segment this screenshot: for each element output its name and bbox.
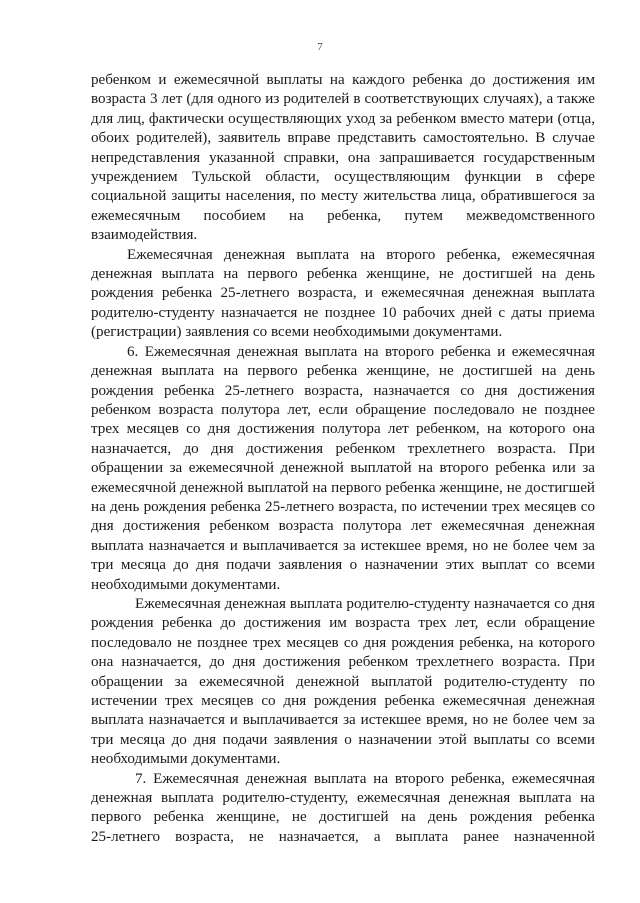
text-line: родителю-студенту назначается не позднее 10 рабочих дней с даты приема	[91, 304, 595, 321]
text-line: 25-летнего возраста, не назначается, а выплата ранее назначенной	[91, 828, 595, 845]
text-line: три месяца до дня подачи заявления о назначении этих выплат со всеми	[91, 557, 595, 574]
text-line: истечении трех месяцев со дня рождения ребенка ежемесячная денежная	[91, 693, 595, 709]
paragraph	[91, 343, 595, 595]
text-line: ребенком возраста полутора лет, если обращение последовало не позднее	[91, 401, 595, 418]
text-line: дня достижения ребенком возраста полутора лет ежемесячная денежная	[91, 518, 595, 535]
text-line: взаимодействия.	[91, 227, 198, 244]
text-line: выплата назначается и выплачивается за истекшее время, но не более чем за	[91, 712, 595, 729]
text-line: три месяца до дня подачи заявления о назначении этой выплаты со всеми	[91, 731, 595, 748]
text-line: Ежемесячная денежная выплата родителю-студенту назначается со дня	[135, 595, 595, 612]
text-line: денежная выплата на первого ребенка женщине, не достигшей на день	[91, 363, 595, 380]
text-line: Ежемесячная денежная выплата на второго ребенка, ежемесячная	[127, 246, 595, 263]
text-line: для лиц, фактически осуществляющих уход за ребенком вместо матери (отца,	[91, 110, 595, 127]
text-line: назначается, до дня достижения ребенком трехлетнего возраста. При	[91, 440, 595, 457]
text-line: денежная выплата родителю-студенту, ежемесячная денежная выплата на	[91, 790, 595, 807]
text-line: необходимыми документами.	[91, 751, 281, 768]
text-line: обоих родителей), заявитель вправе представить самостоятельно. В случае	[91, 130, 595, 147]
text-line: рождения ребенка 25-летнего возраста, назначается со дня достижения	[91, 382, 595, 399]
text-line: необходимыми документами.	[91, 576, 281, 593]
text-line: 7. Ежемесячная денежная выплата на второго ребенка, ежемесячная	[135, 770, 595, 787]
paragraph	[91, 770, 595, 848]
text-line: (регистрации) заявления со всеми необходимыми документами.	[91, 324, 503, 341]
text-line: денежная выплата на первого ребенка женщине, не достигшей на день	[91, 266, 595, 283]
text-line: обращении за ежемесячной денежной выплатой на второго ребенка или за	[91, 460, 595, 477]
text-line: 6. Ежемесячная денежная выплата на второго ребенка и ежемесячная	[127, 343, 595, 360]
text-line: обращении за ежемесячной денежной выплатой родителю-студенту по	[91, 673, 595, 690]
text-line: непредставления указанной справки, она запрашивается государственным	[91, 149, 595, 166]
text-line: первого ребенка женщине, не достигшей на день рождения ребенка	[91, 809, 595, 826]
text-line: рождения ребенка 25-летнего возраста, и ежемесячная денежная выплата	[91, 285, 595, 302]
paragraph	[91, 595, 595, 770]
text-line: учреждением Тульской области, осуществляющим функции в сфере	[91, 169, 595, 186]
paragraph	[91, 246, 595, 343]
text-line: последовало не позднее трех месяцев со дня рождения ребенка, на которого	[91, 634, 595, 651]
document-body	[91, 71, 595, 847]
text-line: возраста 3 лет (для одного из родителей в соответствующих случаях), а также	[91, 91, 595, 108]
text-line: социальной защиты населения, по месту жительства лица, обратившегося за	[91, 188, 595, 205]
page-number: 7	[317, 41, 323, 53]
paragraph	[91, 71, 595, 246]
text-line: ежемесячным пособием на ребенка, путем межведомственного	[91, 207, 595, 224]
text-line: ежемесячной денежной выплатой на первого ребенка женщине, не достигшей	[91, 479, 595, 496]
text-line: ребенком и ежемесячной выплаты на каждого ребенка до достижения им	[91, 72, 595, 88]
text-line: трех месяцев со дня достижения полутора лет ребенком, на которого она	[91, 421, 595, 438]
text-line: выплата назначается и выплачивается за истекшее время, но не более чем за	[91, 537, 595, 554]
text-line: она назначается, до дня достижения ребенком трехлетнего возраста. При	[91, 654, 595, 671]
text-line: на день рождения ребенка 25-летнего возраста, по истечении трех месяцев со	[91, 498, 595, 515]
text-line: рождения ребенка до достижения им возраста трех лет, если обращение	[91, 615, 595, 632]
